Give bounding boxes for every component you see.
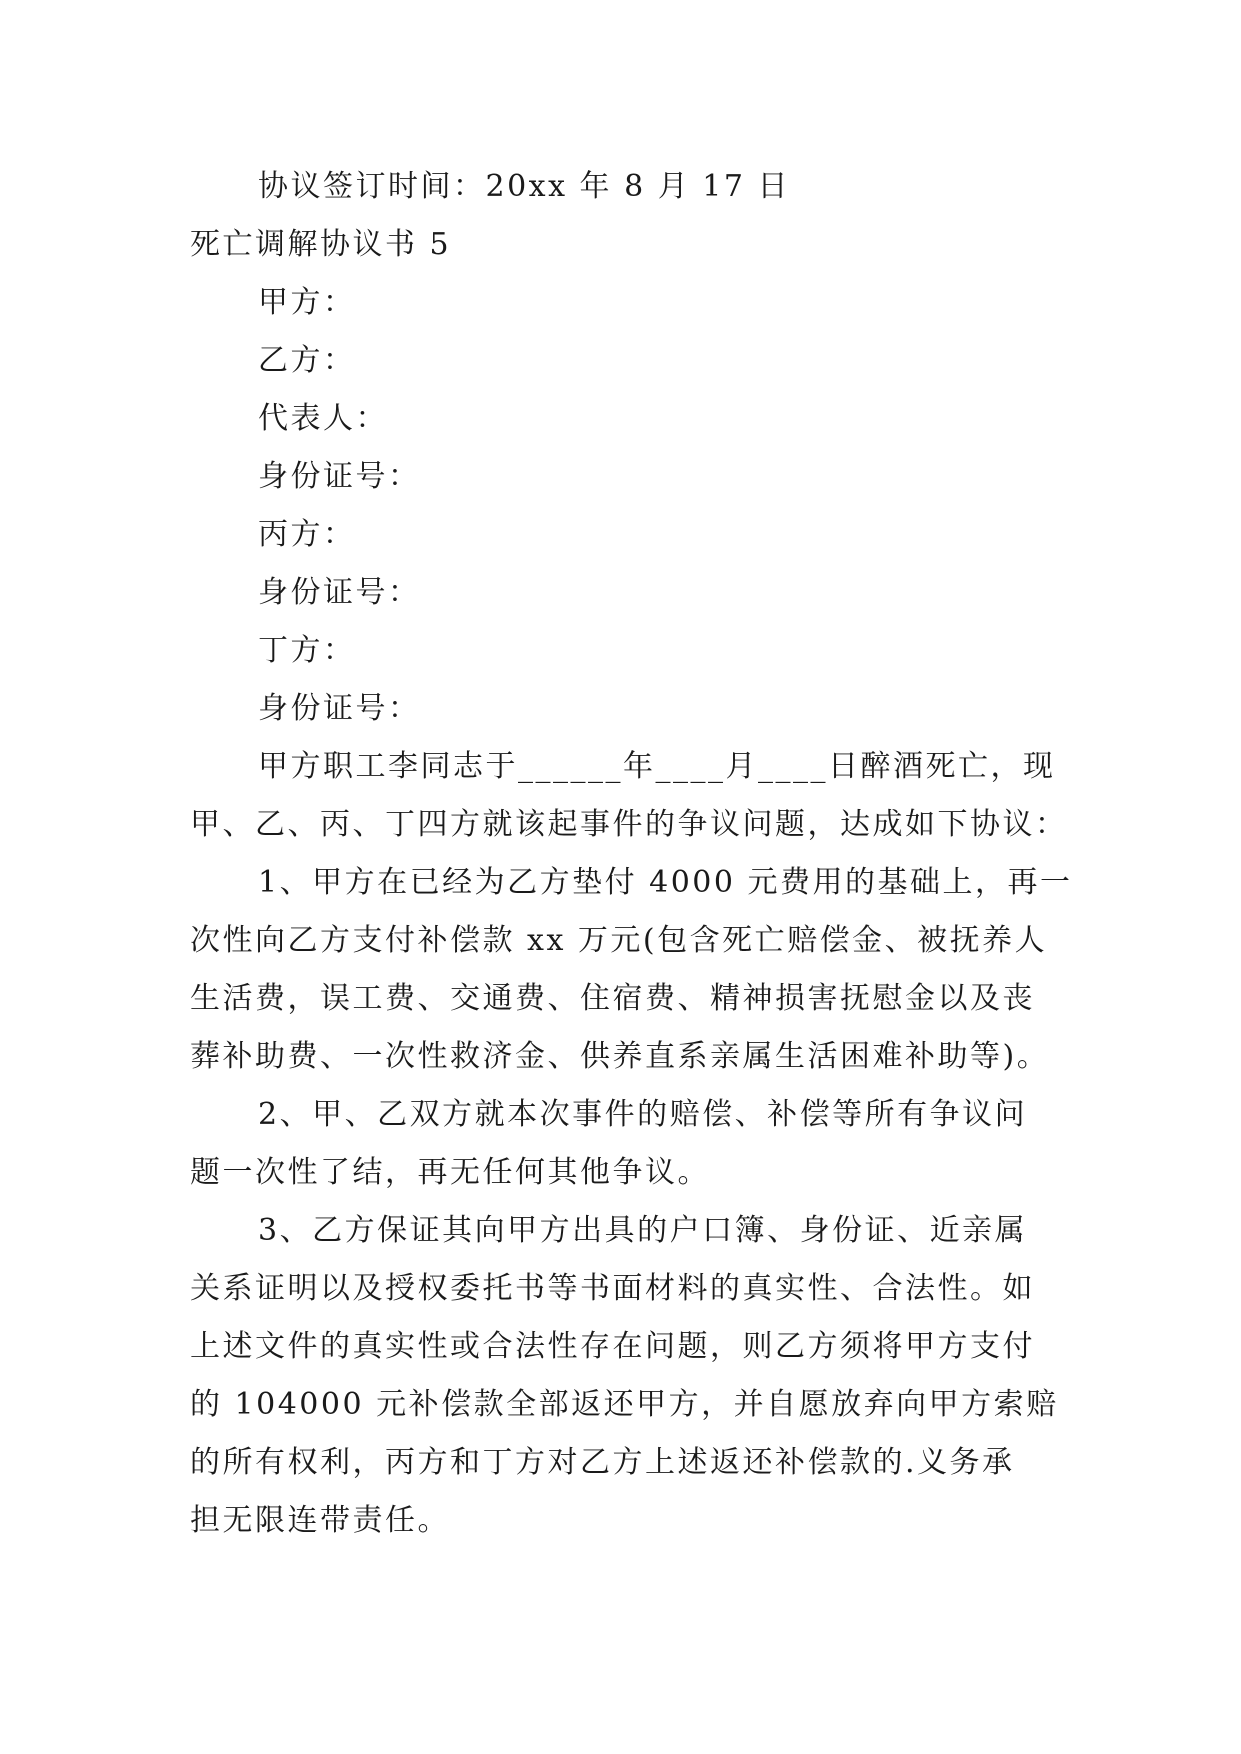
clause-1-line: 葬补助费、一次性救济金、供养直系亲属生活困难补助等)。 [190,1039,1050,1074]
clause-1-line: 生活费，误工费、交通费、住宿费、精神损害抚慰金以及丧 [190,981,1035,1016]
clause-2-line: 题一次性了结，再无任何其他争议。 [190,1155,710,1190]
intro-line: 甲、乙、丙、丁四方就该起事件的争议问题，达成如下协议： [190,807,1068,842]
clause-3-line: 关系证明以及授权委托书等书面材料的真实性、合法性。如 [190,1271,1035,1306]
clause-3-paragraph [190,1202,1060,1550]
intro-line: 甲方职工李同志于______年____月____日醉酒死亡，现 [258,749,1056,784]
signing-time: 协议签订时间：20xx 年 8 月 17 日 [258,169,790,204]
party-b-field: 乙方： [258,343,356,378]
clause-3-line: 担无限连带责任。 [190,1503,450,1538]
clause-1-line: 次性向乙方支付补偿款 xx 万元(包含死亡赔偿金、被抚养人 [190,923,1048,958]
clause-2-line: 2、甲、乙双方就本次事件的赔偿、补偿等所有争议问 [258,1097,1028,1132]
clause-2-paragraph [190,1086,1060,1202]
party-c-field: 丙方： [258,517,356,552]
representative-field: 代表人： [258,401,388,436]
intro-paragraph [190,738,1068,854]
id-number-field-c: 身份证号： [258,575,421,610]
clause-3-line: 上述文件的真实性或合法性存在问题，则乙方须将甲方支付 [190,1329,1035,1364]
clause-3-line: 的 104000 元补偿款全部返还甲方，并自愿放弃向甲方索赔 [190,1387,1059,1422]
party-d-field: 丁方： [258,633,356,668]
clause-1-line: 1、甲方在已经为乙方垫付 4000 元费用的基础上，再一 [258,865,1073,900]
document-title: 死亡调解协议书 5 [190,227,452,262]
document-body [190,158,1073,1550]
id-number-field-b: 身份证号： [258,459,421,494]
clause-1-paragraph [190,854,1073,1086]
party-a-field: 甲方： [258,285,356,320]
id-number-field-d: 身份证号： [258,691,421,726]
clause-3-line: 的所有权利，丙方和丁方对乙方上述返还补偿款的.义务承 [190,1445,1015,1480]
clause-3-line: 3、乙方保证其向甲方出具的户口簿、身份证、近亲属 [258,1213,1028,1248]
